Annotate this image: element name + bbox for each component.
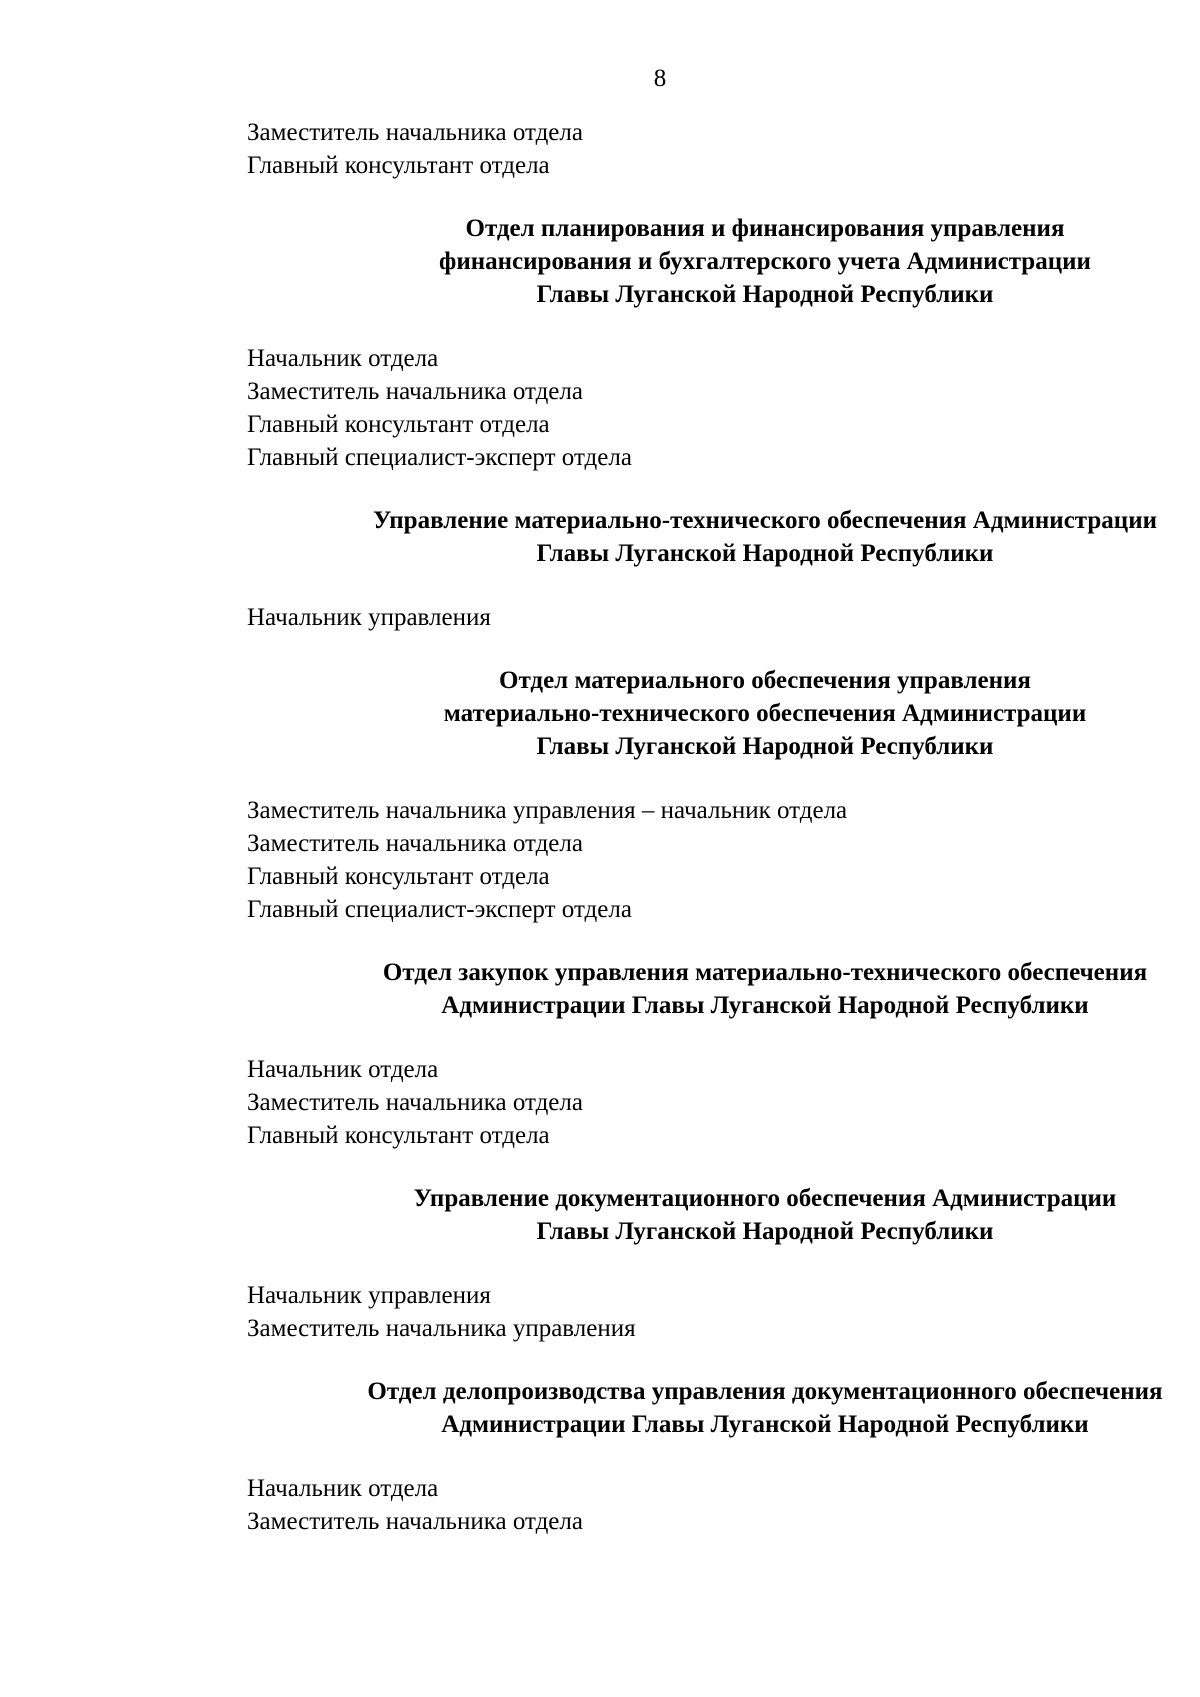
position-item: Заместитель начальника отдела: [247, 119, 583, 146]
position-list: [0, 116, 1200, 182]
position-item: Заместитель начальника управления: [247, 1315, 636, 1342]
position-list: [0, 794, 1200, 926]
section-heading: [0, 1182, 1200, 1248]
heading-line: Отдел закупок управления материально-технического обеспечения: [382, 959, 1148, 986]
heading-line: Отдел планирования и финансирования управления: [465, 215, 1065, 242]
section-heading: [0, 1375, 1200, 1441]
position-item: Главный консультант отдела: [247, 863, 550, 890]
position-list: [0, 1472, 1200, 1538]
heading-line: Управление документационного обеспечения Администрации: [413, 1185, 1117, 1212]
position-item: Главный консультант отдела: [247, 1122, 550, 1149]
heading-line: Управление материально-технического обеспечения Администрации: [372, 507, 1158, 534]
position-item: Заместитель начальника отдела: [247, 1508, 583, 1535]
position-item: Начальник управления: [247, 604, 491, 631]
position-item: Главный специалист-эксперт отдела: [247, 444, 632, 471]
heading-line: Главы Луганской Народной Республики: [536, 540, 994, 567]
heading-line: Отдел материального обеспечения управления: [499, 667, 1031, 694]
page-number: 8: [653, 65, 667, 92]
heading-line: Администрации Главы Луганской Народной Республики: [441, 1411, 1089, 1438]
position-item: Заместитель начальника отдела: [247, 830, 583, 857]
position-item: Начальник управления: [247, 1282, 491, 1309]
heading-line: Отдел делопроизводства управления документационного обеспечения: [367, 1378, 1163, 1405]
section-heading: [0, 504, 1200, 570]
position-list: [0, 1279, 1200, 1345]
position-item: Главный консультант отдела: [247, 152, 550, 179]
section-heading: [0, 956, 1200, 1022]
position-list: [0, 342, 1200, 474]
heading-line: финансирования и бухгалтерского учета Администрации: [439, 248, 1091, 275]
heading-line: Главы Луганской Народной Республики: [536, 1218, 994, 1245]
position-list: [0, 1053, 1200, 1152]
heading-line: Главы Луганской Народной Республики: [536, 733, 994, 760]
position-item: Начальник отдела: [247, 1056, 439, 1083]
position-item: Заместитель начальника отдела: [247, 1089, 583, 1116]
position-item: Начальник отдела: [247, 1475, 439, 1502]
section-heading: [0, 212, 1200, 311]
position-item: Начальник отдела: [247, 345, 439, 372]
heading-line: Главы Луганской Народной Республики: [536, 281, 994, 308]
document-body: [0, 116, 1200, 1538]
section-heading: [0, 664, 1200, 763]
heading-line: материально-технического обеспечения Администрации: [443, 700, 1087, 727]
position-item: Заместитель начальника управления – начальник отдела: [247, 797, 848, 824]
position-list: [0, 601, 1200, 634]
heading-line: Администрации Главы Луганской Народной Республики: [441, 992, 1089, 1019]
position-item: Главный консультант отдела: [247, 411, 550, 438]
position-item: Главный специалист-эксперт отдела: [247, 896, 632, 923]
position-item: Заместитель начальника отдела: [247, 378, 583, 405]
